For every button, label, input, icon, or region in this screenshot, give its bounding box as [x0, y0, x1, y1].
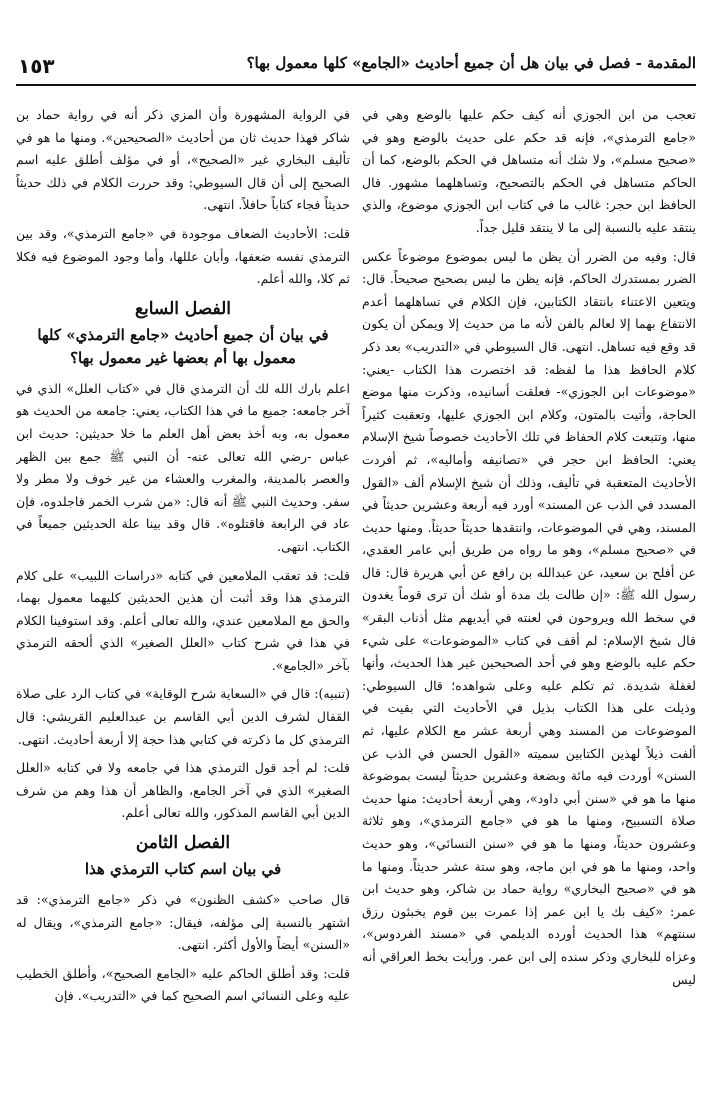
- running-title: المقدمة - فصل في بيان هل أن جميع أحاديث «الجامع» كلها معمول بها؟: [246, 54, 696, 72]
- paragraph: (تنبيه): قال في «السعاية شرح الوقاية» في كتاب الرد على صلاة القفال لشرف الدين أبي القاسم بن عبدالعليم القريشي: قال الترمذي كل ما ذكرته في كتابي هذا حجة إلا أربعة أحاديث. انتهى.: [16, 686, 350, 747]
- chapter-7-subtitle: في بيان أن جميع أحاديث «جامع الترمذي» كلها معمول بها أم بعضها غير معمول بها؟: [37, 325, 329, 367]
- chapter-8-subtitle: في بيان اسم كتاب الترمذي هذا: [84, 860, 282, 879]
- paragraph: قال صاحب «كشف الظنون» في ذكر «جامع الترمذي»: قد اشتهر بالنسبة إلى مؤلفه، فيقال: «جامع الترمذي»، ويقال له «السنن» أيضاً والأول أكثر. انتهى.: [16, 892, 350, 953]
- paragraph: قلت: الأحاديث الضعاف موجودة في «جامع الترمذي»، وقد بين الترمذي نفسه ضعفها، وأبان عللها، وأما وجود الموضوع فيه فكلا ثم كلا، والله أعلم.: [16, 225, 350, 287]
- left-column: [16, 104, 350, 1108]
- paragraph: في الرواية المشهورة وأن المزي ذكر أنه في رواية حماد بن شاكر فهذا حديث ثان من أحاديث «الصحيحين». ومنها ما هو في تأليف البخاري غير «الصحيح»، أو في مؤلف أطلق عليه اسم الصحيح إلى أن قال السيوطي: وقد حررت الكلام في ذلك حديثاً حديثاً فجاء كتاباً حافلاً. انتهى.: [16, 107, 350, 213]
- page-number: ١٥٣: [18, 54, 55, 78]
- paragraph: اعلم بارك الله لك أن الترمذي قال في «كتاب العلل» الذي في آخر جامعه: جميع ما في هذا الكتاب، يعني: جامعه من الحديث هو معمول به، وبه أخذ بعض أهل العلم ما خلا حديثين: حديث ابن عباس -رضي الله تعالى عنه- أن النبي ﷺ جمع بين الظهر والعصر بالمدينة، والمغرب والعشاء من غير خوف ولا مطر ولا سفر. وحديث النبي ﷺ أنه قال: «من شرب الخمر فاجلدوه، فإن عاد في الرابعة فاقتلوه». قال وقد بينا علة الحديثين جميعاً في الكتاب. انتهى.: [16, 380, 350, 554]
- paragraph: قلت: قد تعقب الملامعين في كتابه «دراسات اللبيب» على كلام الترمذي هذا وقد أثبت أن هذين الحديثين كليهما معمول بهما، والحق مع الملامعين عندي، والله تعالى أعلم. وقد استوفينا الكلام في هذا في شرح كتاب «العلل الصغير» الذي ألحقه الترمذي بآخر «الجامع».: [16, 567, 350, 673]
- right-column: [362, 104, 696, 1108]
- paragraph: تعجب من ابن الجوزي أنه كيف حكم عليها بالوضع وهي في «جامع الترمذي»، فإنه قد حكم على حديث بالوضع وهو في «صحيح مسلم»، ولا شك أنه متساهل في الحكم بالوضع، كما أن الحاكم متساهل في الحكم بالتصحيح، وتساهلهما مشهور. قال الحافظ ابن حجر: غالب ما في كتاب ابن الجوزي موضوع، والذي ينتقد عليه بالنسبة إلى ما لا ينتقد قليل جداً.: [362, 107, 696, 235]
- page-header: [16, 44, 696, 86]
- paragraph: قلت: لم أجد قول الترمذي هذا في جامعه ولا في كتابه «العلل الصغير» الذي في آخر الجامع، والظاهر أن هذا وهم من شرف الدين أبي القاسم المذكور، والله تعالى أعلم.: [16, 760, 350, 821]
- chapter-7-title: الفصل السابع: [134, 298, 232, 319]
- chapter-8-title: الفصل الثامن: [135, 833, 231, 854]
- paragraph: قلت: وقد أطلق الحاكم عليه «الجامع الصحيح»، وأطلق الخطيب عليه وعلى النسائي اسم الصحيح كما في «التدريب». فإن: [16, 965, 350, 1004]
- paragraph: قال: وفيه من الضرر أن يظن ما ليس بموضوع موضوعاً عكس الضرر بمستدرك الحاكم، فإنه يظن ما ليس بصحيح صحيحاً. قال: ويتعين الاعتناء بانتقاد الكتابين، فإن الكلام في تساهلهما أعدم الانتفاع بهما إلا لعالم بالفن لأنه ما من حديث إلا ويمكن أن يكون قد وقع فيه تساهل. انتهى. قال السيوطي في «التدريب» بعد ذكر كلام الحافظ هذا ما لفظه: قد اختصرت هذا الكتاب -يعني: «موضوعات ابن الجوزي»- فعلقت أسانيده، وذكرت منها موضع الحاجة، وأتيت بالمتون، وكلام ابن الجوزي عليها، وتعقبت كثيراً منها، وتتبعت كلام الحفاظ في تلك الأحاديث خصوصاً شيخ الإسلام يعني: الحافظ ابن حجر في «تصانيفه وأماليه»، ثم أفردت الأحاديث المتعقبة في تأليف، وذلك أن شيخ الإسلام ألف «القول المسدد في الذب عن المسند» أورد فيه أربعة وعشرين حديثاً في المسند، وهي في الموضوعات، وانتقدها حديثاً حديثاً. ومنها حديث في «صحيح مسلم»، وهو ما رواه من طريق أبي عامر العقدي، عن أفلح بن سعيد، عن عبدالله بن رافع عن أبي هريرة قال: قال رسول الله ﷺ: «إن طالت بك مدة أو شك أن ترى قوماً يغدون في سخط الله ويروحون في لعنته في أيديهم مثل أذناب البقر» قال شيخ الإسلام: لم أقف في كتاب «الموضوعات» على شيء حكم عليه بالوضع وهو في أحد الصحيحين غير هذا الحديث، وأنها لغفلة شديدة. ثم تكلم عليه وعلى شواهده؛ قال السيوطي: وذيلت على هذا الكتاب بذيل في الأحاديث التي بقيت في الموضوعات من المسند وهي أربعة عشر مع الكلام عليها، ثم ألفت ذيلاً لهذين الكتابين سميته «القول الحسن في الذب عن السنن» أوردت فيه مائة وبضعة وعشرين حديثاً ليست بموضوعة منها ما هو في «سنن أبي داود»، وهي أربعة أحاديث: منها حديث صلاة التسبيح، ومنها ما هو في «جامع الترمذي»، وهو ثلاثة وعشرون حديثاً، ومنها ما هو في «سنن النسائي»، وهو حديث واحد، ومنها ما هو في ابن ماجه، وهو ستة عشر حديثاً. ومنها ما هو في «صحيح البخاري» رواية حماد بن شاكر، وهو حديث ابن عمر: «كيف بك يا ابن عمر إذا عمرت بين قوم يخبئون رزق سنتهم» هذا الحديث أورده الديلمي في «مسند الفردوس»، وعزاه للبخاري وذكر سنده إلى ابن عمر. ورأيت بخط العراقي أنه ليس: [362, 248, 696, 987]
